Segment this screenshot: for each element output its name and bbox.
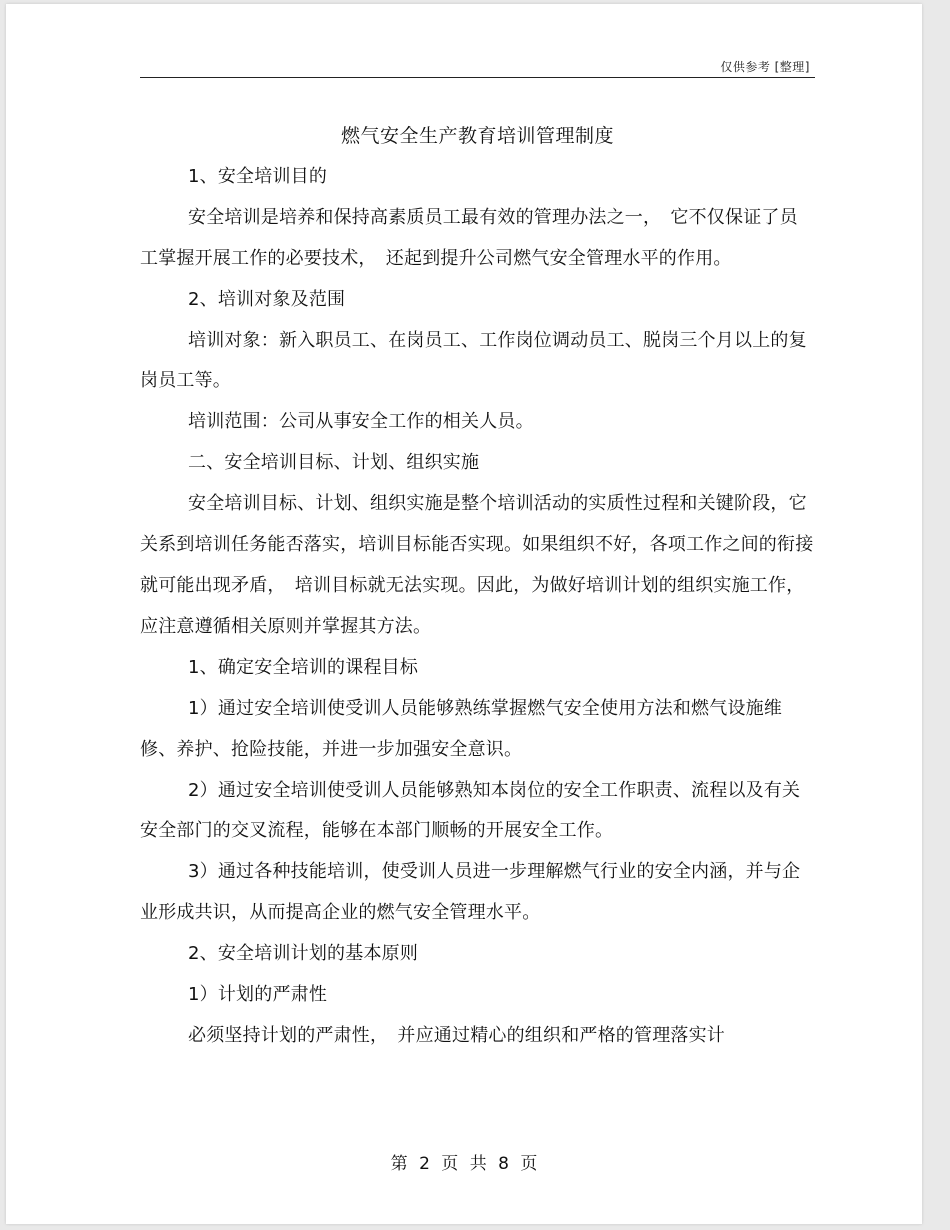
header-rule	[140, 77, 815, 78]
list-item: 1）通过安全培训使受训人员能够熟练掌握燃气安全使用方法和燃气设施维修、养护、抢险技能，并进一步加强安全意识。	[140, 697, 783, 760]
section-heading: 1、安全培训目的	[188, 165, 328, 187]
list-item: 3）通过各种技能培训，使受训人员进一步理解燃气行业的安全内涵，并与企业形成共识，从而提高企业的燃气安全管理水平。	[140, 861, 801, 924]
paragraph: 培训对象：新入职员工、在岗员工、工作岗位调动员工、脱岗三个月以上的复岗员工等。	[140, 329, 807, 392]
paragraph: 安全培训目标、计划、组织实施是整个培训活动的实质性过程和关键阶段，它关系到培训任务能否落实，培训目标能否实现。如果组织不好，各项工作之间的衔接就可能出现矛盾， 培训目标就无法实现。因此，为做好培训计划的组织实施工作，应注意遵循相关原则并掌握其方法。	[140, 493, 814, 637]
section-heading: 2、安全培训计划的基本原则	[188, 943, 419, 965]
paragraph: 安全培训是培养和保持高素质员工最有效的管理办法之一， 它不仅保证了员工掌握开展工作的必要技术， 还起到提升公司燃气安全管理水平的作用。	[140, 206, 798, 269]
page-number-footer: 第 2 页 共 8 页	[390, 1154, 538, 1174]
section-heading: 2、培训对象及范围	[188, 288, 346, 310]
section-heading: 1、确定安全培训的课程目标	[188, 656, 419, 678]
paragraph: 培训范围：公司从事安全工作的相关人员。	[188, 411, 534, 433]
document-page	[6, 4, 922, 1224]
section-heading: 二、安全培训目标、计划、组织实施	[188, 452, 480, 474]
document-title: 燃气安全生产教育培训管理制度	[340, 125, 614, 147]
paragraph: 必须坚持计划的严肃性， 并应通过精心的组织和严格的管理落实计	[188, 1024, 725, 1046]
list-item: 2）通过安全培训使受训人员能够熟知本岗位的安全工作职责、流程以及有关安全部门的交叉流程，能够在本部门顺畅的开展安全工作。	[140, 779, 801, 842]
document-body	[140, 116, 815, 1057]
subsection-heading: 1）计划的严肃性	[188, 984, 328, 1006]
header-note: 仅供参考 [整理]	[720, 60, 810, 74]
